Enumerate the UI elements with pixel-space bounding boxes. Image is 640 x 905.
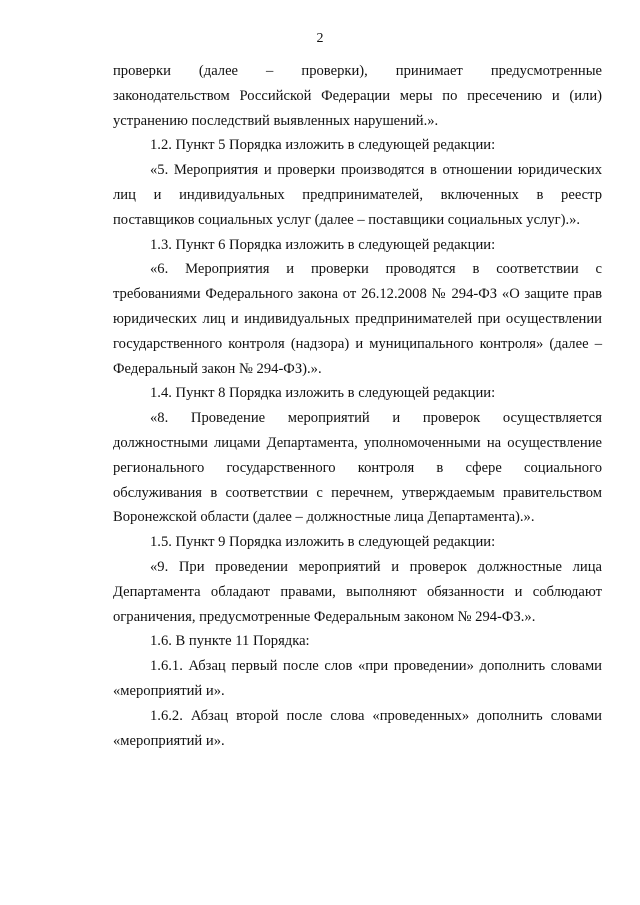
text-line: 1.6.2. Абзац второй после слова «проведенных» дополнить словами <box>150 707 602 724</box>
paragraph <box>113 133 602 158</box>
document-body <box>113 59 602 753</box>
text-line: лиц и индивидуальных предпринимателей, включенных в реестр <box>113 186 602 203</box>
text-line: Департамента обладают правами, выполняют обязанности и соблюдают <box>113 583 602 600</box>
text-line: требованиями Федерального закона от 26.12.2008 № 294-ФЗ «О защите прав <box>113 286 602 303</box>
text-line: «9. При проведении мероприятий и проверок должностные лица <box>150 558 602 575</box>
text-line: 1.5. Пункт 9 Порядка изложить в следующей редакции: <box>150 534 496 551</box>
paragraph <box>113 629 602 654</box>
text-line: Федеральный закон № 294-ФЗ).». <box>113 360 322 377</box>
paragraph <box>113 233 602 258</box>
text-line: «8. Проведение мероприятий и проверок осуществляется <box>150 410 602 427</box>
paragraph <box>113 555 602 629</box>
text-line: 1.2. Пункт 5 Порядка изложить в следующей редакции: <box>150 137 496 154</box>
text-line: 1.3. Пункт 6 Порядка изложить в следующей редакции: <box>150 236 496 253</box>
text-line: должностными лицами Департамента, уполномоченными на осуществление <box>113 434 602 451</box>
text-line: «мероприятий и». <box>113 682 225 699</box>
paragraph <box>113 381 602 406</box>
text-line: 1.4. Пункт 8 Порядка изложить в следующей редакции: <box>150 385 496 402</box>
paragraph <box>113 704 602 754</box>
text-line: проверки (далее – проверки), принимает предусмотренные <box>113 63 602 79</box>
paragraph <box>113 406 602 530</box>
text-line: «мероприятий и». <box>113 732 225 749</box>
paragraph <box>113 158 602 232</box>
text-line: поставщиков социальных услуг (далее – поставщики социальных услуг).». <box>113 211 581 228</box>
paragraph <box>113 257 602 381</box>
text-line: «5. Мероприятия и проверки производятся в отношении юридических <box>150 162 602 179</box>
text-line: государственного контроля (надзора) и муниципального контроля» (далее – <box>113 335 602 352</box>
text-line: Воронежской области (далее – должностные лица Департамента).». <box>113 509 535 526</box>
paragraph <box>113 59 602 133</box>
text-line: юридических лиц и индивидуальных предпринимателей при осуществлении <box>113 310 602 327</box>
text-line: устранению последствий выявленных нарушений.». <box>113 112 439 129</box>
text-line: законодательством Российской Федерации меры по пресечению и (или) <box>113 87 602 104</box>
paragraph <box>113 654 602 704</box>
text-line: регионального государственного контроля в сфере социального <box>113 459 602 476</box>
text-line: «6. Мероприятия и проверки проводятся в соответствии с <box>150 261 602 278</box>
page-number: 2 <box>316 31 324 46</box>
text-line: обслуживания в соответствии с перечнем, утверждаемым правительством <box>113 484 602 501</box>
text-line: 1.6. В пункте 11 Порядка: <box>150 633 310 650</box>
text-line: ограничения, предусмотренные Федеральным законом № 294-ФЗ.». <box>113 608 536 625</box>
paragraph <box>113 530 602 555</box>
text-line: 1.6.1. Абзац первый после слов «при проведении» дополнить словами <box>150 658 602 675</box>
